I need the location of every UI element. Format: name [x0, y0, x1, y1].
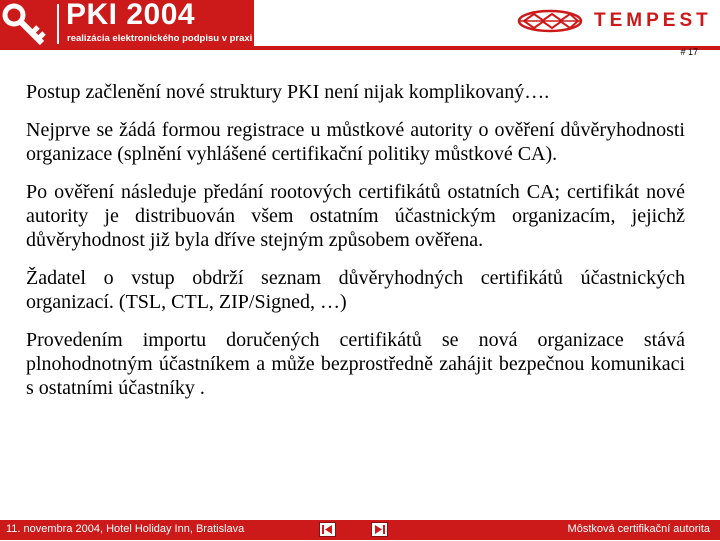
- footer-title: Môstková certifikační autorita: [567, 523, 710, 535]
- brand-name: TEMPEST: [594, 10, 712, 31]
- previous-slide-icon: [320, 523, 335, 536]
- previous-slide-button[interactable]: [319, 522, 336, 537]
- paragraph-registration: Nejprve se žádá formou registrace u můstkové autority o ověření důvěryhodnosti organizace (splnění vyhlášené certifikační politiky můstkové CA).: [26, 119, 685, 165]
- slide-number: # 17: [680, 47, 698, 57]
- logo-subtitle: realizácia elektronického podpisu v praxi: [67, 33, 253, 44]
- slide-footer: [0, 520, 720, 540]
- paragraph-import: Provedením importu doručených certifikátů se nová organizace stává plnohodnotným účastníkem a může bezprostředně zahájit bezpečnou komunikaci s ostatními účastníky .: [26, 329, 685, 399]
- next-slide-icon: [372, 523, 387, 536]
- next-slide-button[interactable]: [371, 522, 388, 537]
- slide-header: [0, 0, 720, 57]
- lead-sentence: Postup začlenění nové struktury PKI není nijak komplikovaný….: [26, 81, 550, 103]
- paragraph-trusted-list: Žadatel o vstup obdrží seznam důvěryhodných certifikátů účastnických organizací. (TSL, CTL, ZIP/Signed, …): [26, 267, 685, 313]
- logo-divider: [57, 4, 59, 44]
- paragraph-root-certificates: Po ověření následuje předání rootových certifikátů ostatních CA; certifikát nové autority je distribuován všem ostatním účastnickým organizacím, jejichž důvěryhodnost již byla dříve stejným způsobem ověřena.: [26, 181, 685, 251]
- header-rule: [0, 46, 720, 50]
- key-icon: [2, 3, 56, 45]
- logo-title: PKI 2004: [66, 0, 196, 31]
- tempest-logo-icon: [516, 8, 584, 34]
- slide-body: [26, 80, 685, 414]
- pki-logo: [0, 0, 254, 47]
- footer-event-info: 11. novembra 2004, Hotel Holiday Inn, Bratislava: [6, 523, 245, 535]
